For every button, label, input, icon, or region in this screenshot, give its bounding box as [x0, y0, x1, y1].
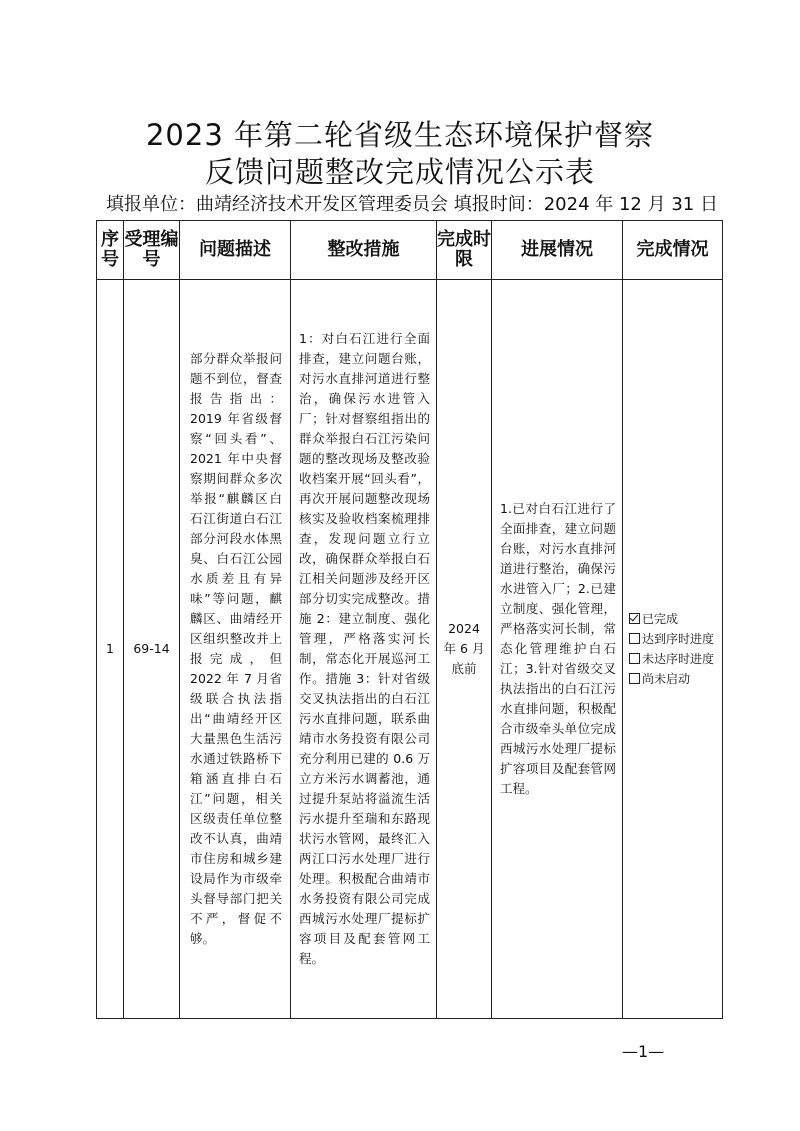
status-option-label: 尚未启动: [642, 672, 691, 686]
checked-box-icon: [629, 613, 640, 624]
status-option-label: 未达序时进度: [642, 652, 715, 666]
header-code: 受理编号: [124, 221, 180, 280]
cell-measures: 1：对白石江进行全面排查，建立问题台账，对污水直排河道进行整治，确保污水进管入厂；针对督察组指出的群众举报白石江污染问题的整改现场及整改验收档案开展“回头看”，再次开展问题整改现场核实及验收档案梳理排查，发现问题立行立改，确保群众举报白石江相关问题涉及经开区部分切实完成整改。措施 2：建立制度、强化管理，严格落实河长制，常态化开展巡河工作。措施 3：针对省级交叉执法指出的白石江污水直排问题，联系曲靖市水务投资有限公司充分利用已建的 0.6 万立方米污水调蓄池，通过提升泵站将溢流生活污水提升至瑞和东路现状污水管网，最终汇入两江口污水处理厂进行处理。积极配合曲靖市水务投资有限公司完成西城污水处理厂提标扩容项目及配套管网工程。: [291, 280, 437, 1019]
header-deadline: 完成时限: [437, 221, 492, 280]
page-title-line1: 2023 年第二轮省级生态环境保护督察: [145, 118, 655, 152]
status-option-not-started: [629, 669, 722, 689]
report-meta: 填报单位：曲靖经济技术开发区管理委员会 填报时间：2024 年 12 月 31 日: [106, 194, 718, 215]
status-option-on-schedule: [629, 629, 722, 649]
cell-deadline: 2024 年 6 月底前: [437, 280, 492, 1019]
table-row: [97, 280, 723, 1019]
header-no: 序号: [97, 221, 124, 280]
header-status: 完成情况: [623, 221, 723, 280]
table-header-row: [97, 221, 723, 280]
cell-code: 69-14: [124, 280, 180, 1019]
cell-no: 1: [97, 280, 124, 1019]
rectification-table: [96, 220, 723, 1019]
cell-progress: 1.已对白石江进行了全面排查，建立问题台账，对污水直排河道进行整治，确保污水进管入厂；2.已建立制度、强化管理，严格落实河长制，常态化管理维护白石江；3.针对省级交叉执法指出的白石江污水直排问题，积极配合市级牵头单位完成西城污水处理厂提标扩容项目及配套管网工程。: [492, 280, 623, 1019]
checkbox-icon: [629, 633, 640, 644]
description-text: 部分群众举报问题不到位，督查报告指出：2019 年省级督察“回头看”、2021 年中央督察期间群众多次举报“麒麟区白石江街道白石江部分河段水体黑臭、白石江公园水质差且有异味”等问题，麒麟区、曲靖经开区组织整改并上报完成，但 2022 年 7 月省级联合执法指出“曲靖经开区大量黑色生活污水通过铁路桥下箱涵直排白石江”问题，相关区级责任单位整改不认真，曲靖市住房和城乡建设局作为市级牵头督导部门把关不严，督促不够。: [190, 351, 282, 946]
checkbox-icon: [629, 653, 640, 664]
status-option-completed: [629, 609, 722, 629]
page-number: —1—: [622, 1042, 665, 1061]
header-description: 问题描述: [180, 221, 291, 280]
page-title-line2: 反馈问题整改完成情况公示表: [204, 155, 595, 189]
cell-description: [180, 280, 291, 1019]
header-progress: 进展情况: [492, 221, 623, 280]
status-option-label: 已完成: [642, 612, 679, 626]
cell-status: [623, 280, 723, 1019]
header-measures: 整改措施: [291, 221, 437, 280]
status-option-behind-schedule: [629, 649, 722, 669]
checkbox-icon: [629, 673, 640, 684]
status-option-label: 达到序时进度: [642, 632, 715, 646]
